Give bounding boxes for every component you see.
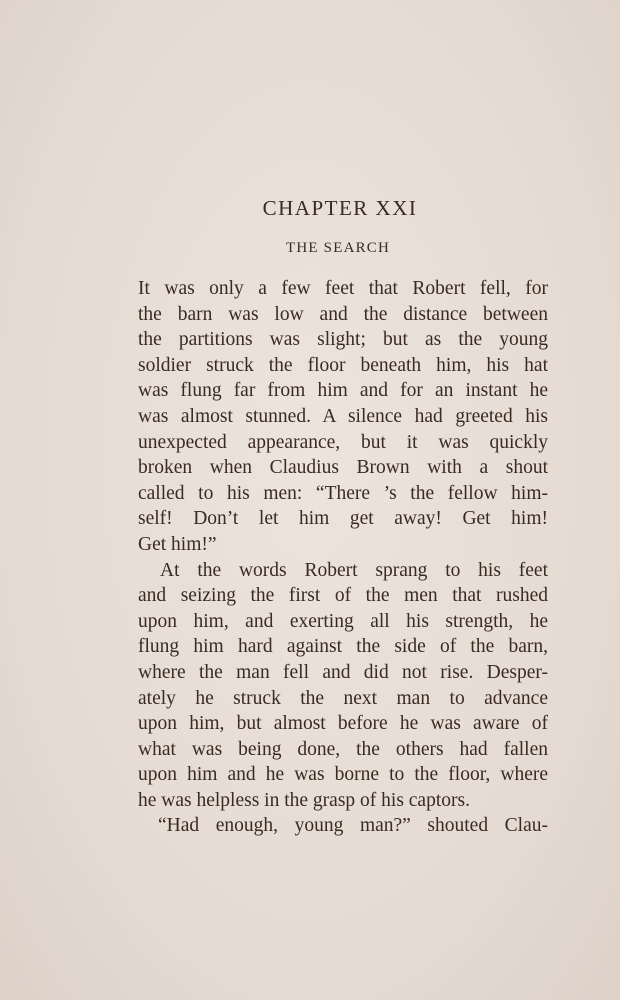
text-line: It was only a few feet that Robert fell, for — [138, 278, 548, 299]
text-line: called to his men: “There ’s the fellow him- — [138, 482, 548, 504]
text-line: what was being done, the others had fallen — [138, 738, 548, 760]
chapter-body — [138, 276, 548, 839]
text-line: flung him hard against the side of the barn, — [138, 636, 548, 658]
text-line: the barn was low and the distance between — [138, 303, 548, 325]
chapter-title: THE SEARCH — [285, 240, 391, 256]
text-line: broken when Claudius Brown with a shout — [138, 457, 548, 479]
text-line: upon him, and exerting all his strength, he — [138, 610, 548, 632]
text-line: where the man fell and did not rise. Desper- — [138, 661, 548, 683]
text-line: he was helpless in the grasp of his captors. — [138, 789, 470, 811]
text-line: was almost stunned. A silence had greeted his — [138, 405, 548, 427]
text-line: self! Don’t let him get away! Get him! — [138, 508, 548, 530]
text-line: unexpected appearance, but it was quickly — [138, 431, 548, 453]
text-line: “Had enough, young man?” shouted Clau- — [158, 815, 548, 837]
text-line: upon him and he was borne to the floor, where — [138, 764, 548, 786]
text-line: and seizing the first of the men that rushed — [138, 585, 548, 607]
text-line: was flung far from him and for an instant he — [138, 380, 548, 402]
text-line: soldier struck the floor beneath him, his hat — [138, 354, 548, 376]
text-line: upon him, but almost before he was aware of — [138, 713, 548, 735]
text-line: the partitions was slight; but as the young — [138, 329, 548, 351]
text-line: Get him!” — [138, 533, 217, 555]
text-line: At the words Robert sprang to his feet — [160, 559, 548, 581]
chapter-heading: CHAPTER XXI — [262, 196, 418, 220]
text-line: ately he struck the next man to advance — [138, 687, 548, 709]
